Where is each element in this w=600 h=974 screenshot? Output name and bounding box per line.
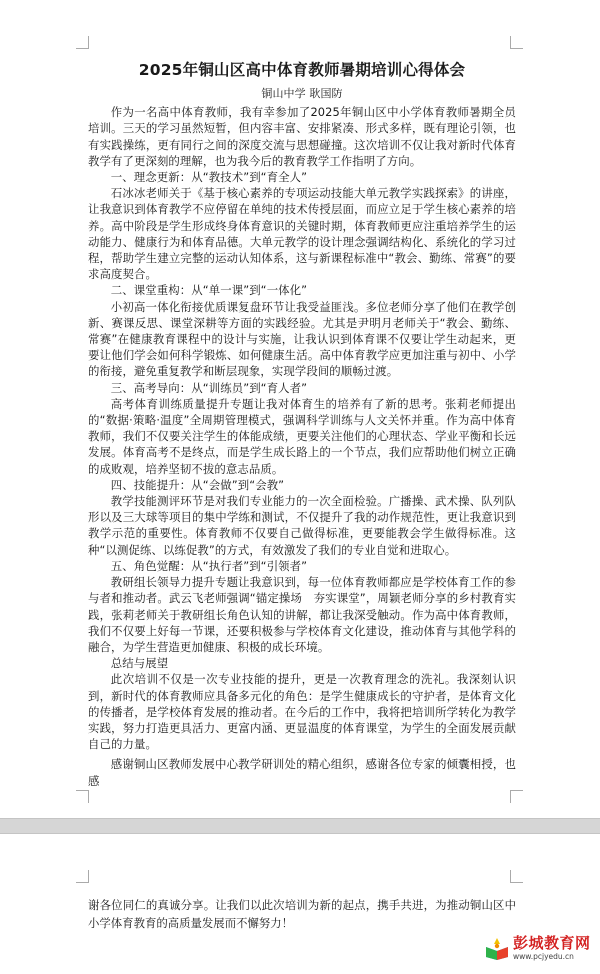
section-heading: 四、技能提升：从“会做”到“会教” — [110, 477, 285, 492]
page-corner-mark — [510, 36, 523, 49]
thanks-paragraph-start: 感谢铜山区教师发展中心教学研训处的精心组织，感谢各位专家的倾囊相授，也感 — [88, 757, 516, 788]
document-body — [88, 60, 516, 789]
document-page-2 — [0, 834, 600, 974]
section-heading: 五、角色觉醒：从“执行者”到“引领者” — [110, 558, 308, 573]
section-paragraph: 教学技能测评环节是对我们专业能力的一次全面检验。广播操、武术操、队列队形以及三大球等项目的集中学练和测试，不仅提升了我的动作规范性，更让我意识到教学示范的重要性。体育教师不仅要自己做得标准，更要能教会学生做得标准。这种“以测促练、以练促教”的方式，有效激发了我们的专业自觉和进取心。 — [88, 494, 516, 557]
section-heading: 总结与展望 — [110, 656, 169, 671]
section-paragraph: 此次培训不仅是一次专业技能的提升，更是一次教育理念的洗礼。我深刻认识到，新时代的体育教师应具备多元化的角色：是学生健康成长的守护者，是体育文化的传播者，是学校体育发展的推动者。在今后的工作中，我将把培训所学转化为教学实践，努力打造更具活力、更富内涵、更显温度的体育课堂，为学生的全面发展贡献自己的力量。 — [88, 672, 516, 752]
document-author: 铜山中学 耿国防 — [261, 87, 343, 100]
watermark-site-name: 彭城教育网 — [513, 934, 591, 952]
page-break-gap — [0, 818, 600, 834]
page-corner-mark — [76, 870, 89, 883]
page-corner-mark — [76, 790, 89, 803]
document-title: 2025年铜山区高中体育教师暑期培训心得体会 — [138, 61, 466, 79]
section-heading: 三、高考导向：从“训练员”到“育人者” — [110, 380, 308, 395]
intro-paragraph: 作为一名高中体育教师，我有幸参加了2025年铜山区中小学体育教师暑期全员培训。三天的学习虽然短暂，但内容丰富、安排紧凑、形式多样，既有理论引领，也有实践操练，更有同行之间的深度交流与思想碰撞。这次培训不仅让我对新时代体育教学有了更深刻的理解，也为我今后的教育教学工作指明了方向。 — [88, 105, 516, 168]
section-heading: 二、课堂重构：从“单一课”到“一体化” — [110, 283, 308, 298]
thanks-paragraph-continued: 谢各位同仁的真诚分享。让我们以此次培训为新的起点，携手共进，为推动铜山区中小学体育教育的高质量发展而不懈努力！ — [88, 898, 516, 930]
page-corner-mark — [510, 870, 523, 883]
book-logo-icon — [484, 935, 510, 961]
section-paragraph: 教研组长领导力提升专题让我意识到，每一位体育教师都应是学校体育工作的参与者和推动者。武云飞老师强调“锚定操场 夯实课堂”，周颖老师分享的乡村教育实践，张莉老师关于教研组长角色认知的讲解，都让我深受触动。作为高中体育教师，我们不仅要上好每一节课，还要积极参与学校体育文化建设，推动体育与其他学科的融合，为学生营造更加健康、积极的成长环境。 — [88, 575, 516, 654]
site-watermark — [484, 928, 594, 968]
page-corner-mark — [510, 790, 523, 803]
section-heading: 一、理念更新：从“教技术”到“育全人” — [110, 170, 308, 185]
watermark-site-url: www.pcjyedu.cn — [513, 952, 574, 961]
page-corner-mark — [76, 36, 89, 49]
section-paragraph: 高考体育训练质量提升专题让我对体育生的培养有了新的思考。张莉老师提出的“数据·策略·温度”全周期管理模式，强调科学训练与人文关怀并重。作为高中体育教师，我们不仅要关注学生的体能成绩，更要关注他们的心理状态、学业平衡和长远发展。体育高考不是终点，而是学生成长路上的一个节点，我们应帮助他们树立正确的成败观，培养坚韧不拔的意志品质。 — [88, 396, 516, 476]
section-paragraph: 小初高一体化衔接优质课复盘环节让我受益匪浅。多位老师分享了他们在教学创新、赛课反思、课堂深耕等方面的实践经验。尤其是尹明月老师关于“教会、勤练、常赛”在健康教育课程中的设计与实施，让我认识到体育课不仅要让学生动起来，更要让他们学会如何科学锻炼、如何健康生活。高中体育教学应更加注重与初中、小学的衔接，避免重复教学和断层现象，实现学段间的顺畅过渡。 — [88, 299, 516, 379]
section-paragraph: 石冰冰老师关于《基于核心素养的专项运动技能大单元教学实践探索》的讲座，让我意识到体育教学不应停留在单纯的技术传授层面，而应立足于学生核心素养的培养。高中阶段是学生形成终身体育意识的关键时期，体育教师更应注重培养学生的运动能力、健康行为和体育品德。大单元教学的设计理念强调结构化、系统化的学习过程，帮助学生建立完整的运动认知体系，这与新课程标准中“教会、勤练、常赛”的要求高度契合。 — [88, 186, 516, 282]
